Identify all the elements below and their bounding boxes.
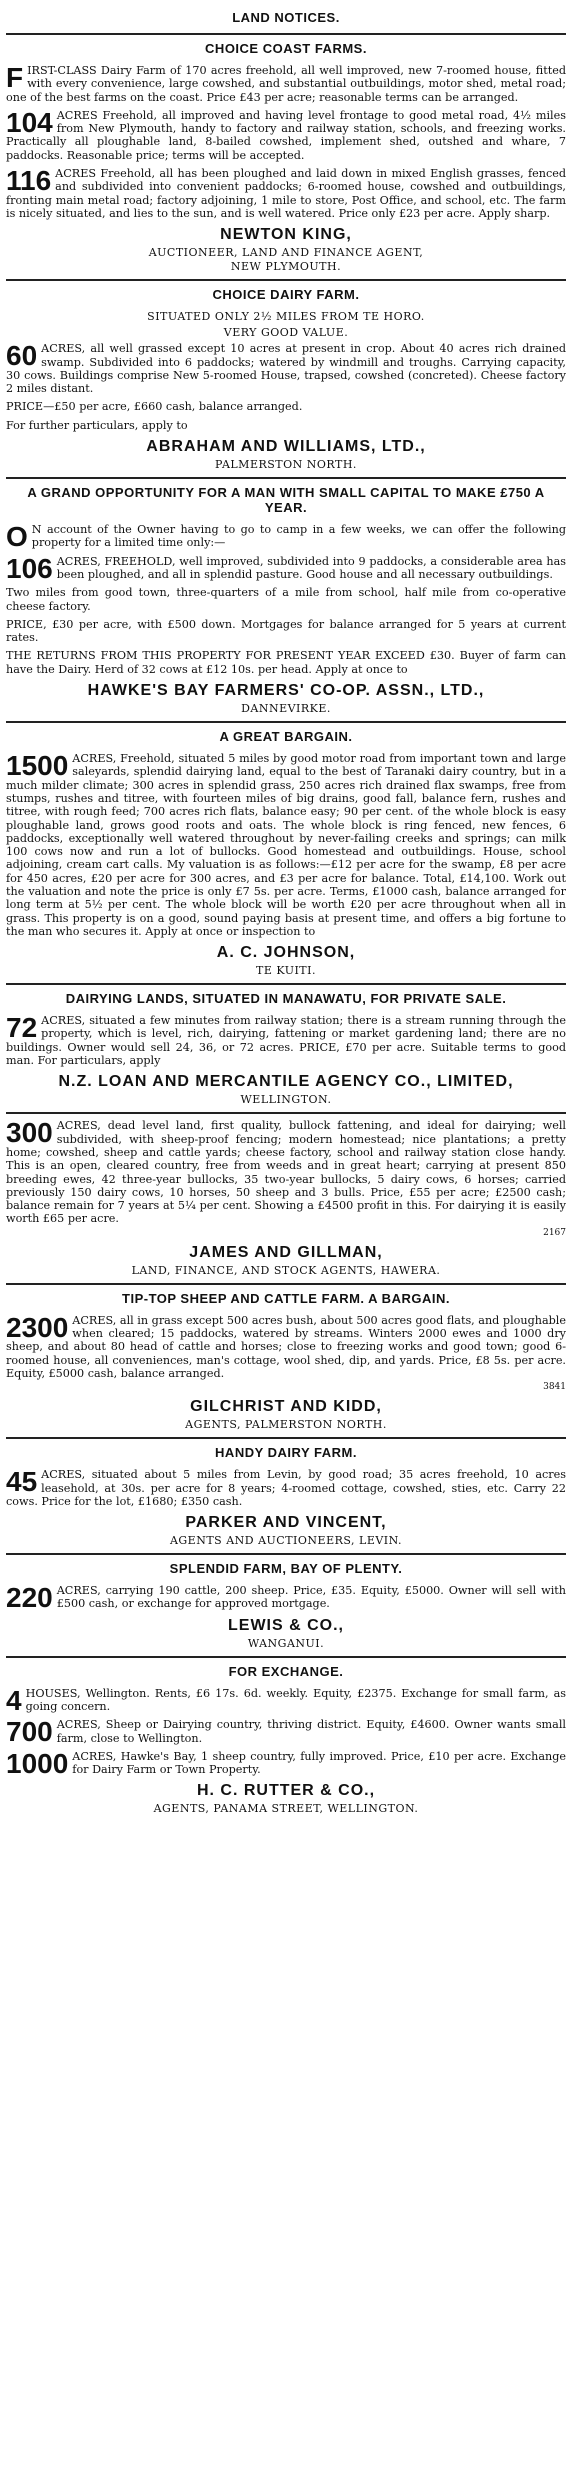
reference-number: 2167 [543, 1227, 566, 1238]
newspaper-page [6, 0, 566, 1815]
ad-paragraph [6, 1747, 566, 1779]
lead-figure: 300 [6, 1117, 53, 1149]
agent-address: AGENTS AND AUCTIONEERS, LEVIN. [169, 1534, 403, 1548]
ad-heading: FOR EXCHANGE. [228, 1663, 344, 1679]
paragraph-text: ACRES, FREEHOLD, well improved, subdivided into 9 paddocks, a considerable area has been ploughed, and all in splendid pasture. Good house and all necessary outbuildings. [56, 554, 566, 581]
agent-name: LEWIS & CO., [228, 1616, 344, 1634]
ad-paragraph [6, 1716, 566, 1748]
divider [6, 1283, 566, 1285]
advertisement [6, 1445, 566, 1547]
ad-heading: CHOICE DAIRY FARM. [212, 287, 360, 303]
agent-name: A. C. JOHNSON, [216, 944, 356, 962]
divider [6, 1656, 566, 1658]
agent-address: LAND, FINANCE, AND STOCK AGENTS, HAWERA. [131, 1263, 441, 1277]
ad-paragraph [6, 1014, 566, 1067]
paragraph-text: THE RETURNS FROM THIS PROPERTY FOR PRESENT YEAR EXCEED £30. Buyer of farm can have the Dairy. Herd of 32 cows at £12 10s. per head. Apply at once to [6, 649, 566, 676]
ad-paragraph [6, 752, 566, 938]
agent-name: H. C. RUTTER & CO., [196, 1782, 376, 1800]
divider [6, 33, 566, 35]
ad-heading: CHOICE COAST FARMS. [205, 41, 367, 56]
advertisement [6, 287, 566, 471]
divider [6, 1112, 566, 1114]
paragraph-text: ACRES, situated a few minutes from railway station; there is a stream running through the property, which is level, rich, dairying, fattening or market gardening land; there are no buildings. Owner would sell 24, 36, or 72 acres. PRICE, £70 per acre. Suitable terms to good man. For particulars, apply [6, 1014, 566, 1068]
ad-paragraph [6, 1468, 566, 1508]
lead-figure: 1000 [6, 1747, 69, 1779]
advertisement [6, 41, 566, 273]
lead-figure: 700 [6, 1716, 53, 1748]
ad-paragraph [6, 1582, 566, 1614]
ad-heading: HANDY DAIRY FARM. [215, 1445, 357, 1461]
paragraph-text: ACRES, all in grass except 500 acres bush, about 500 acres good flats, and ploughable when cleared; 15 paddocks, watered by streams. Winters 2000 ewes and 1000 dry sheep, and about 80 head of cattle and horses; close to freezing works and good town; good 6-roomed house, all conveniences, man's cottage, wool shed, dip, and yards. Price, £8 5s. per acre. Equity, £5000 cash, balance arranged. [6, 1313, 566, 1380]
paragraph-text: ACRES, Freehold, situated 5 miles by good motor road from important town and large saleyards, splendid dairying land, equal to the best of Taranaki dairy country, but in a much milder climate; 300 acres in splendid grass, 250 acres rich drained flax swamps, free from stumps, rushes and titree, with fourteen miles of big drains, good fall, balance fern, rushes and titree, with rough feed; 700 acres rich flats, balance easy; 90 per cent. of the whole block is easy ploughable land, grows good roots and oats. The whole block is ring fenced, new fences, 6 paddocks, exceptionally well watered throughout by never-failing creeks and springs; can milk 100 cows now and run a lot of bullocks. Good homestead and outbuildings. House, school adjoining, cream cart calls. My valuation is as follows:—£12 per acre for the swamp, £8 per acre for 450 acres, £20 per acre for 300 acres, and £3 per acre for balance. Total, £14,100. Work out the valuation and note the price is only £7 5s. per acre. Terms, £1000 cash, balance arranged for long term at 5½ per cent. The whole block will be worth £20 per acre throughout when all in grass. This property is on a good, sound paying basis at present time, and offers a big fortune to the man who secures it. Apply at once or inspection to [6, 752, 566, 938]
agent-name: ABRAHAM AND WILLIAMS, LTD., [146, 438, 426, 456]
agent-address: NEW PLYMOUTH. [230, 260, 342, 274]
page-title: LAND NOTICES. [232, 10, 340, 25]
ad-paragraph [6, 618, 566, 645]
divider [6, 1437, 566, 1439]
lead-figure: 116 [6, 165, 52, 197]
divider [6, 1553, 566, 1555]
lead-figure: 45 [6, 1466, 38, 1498]
advertisement [6, 485, 566, 715]
ad-paragraph [6, 1119, 566, 1225]
agent-name: JAMES AND GILLMAN, [189, 1243, 383, 1261]
paragraph-text: ACRES, dead level land, first quality, bullock fattening, and ideal for dairying; well subdivided, with sheep-proof fencing; modern homestead; nice plantations; a pretty home; cowshed, sheep and cattle yards; cheese factory, school and railway station close handy. This is an open, cleared country, free from weeds and in great heart; carrying at present 850 breeding ewes, 42 three-year bullocks, 35 two-year bullocks, 5 dairy cows, 6 horses; carried previously 150 dairy cows, 10 horses, 50 sheep and 3 bulls. Price, £55 per acre; £2500 cash; balance remain for 7 years at 5¼ per cent. Showing a £4500 profit in this. For dairying it is easily worth £65 per acre. [6, 1119, 566, 1226]
agent-name: NEWTON KING, [220, 226, 352, 244]
agent-name: PARKER AND VINCENT, [185, 1514, 387, 1532]
lead-figure: 104 [6, 106, 53, 138]
ad-heading: TIP-TOP SHEEP AND CATTLE FARM. A BARGAIN. [122, 1290, 450, 1306]
ad-paragraph [6, 64, 566, 104]
ad-paragraph [6, 586, 566, 613]
paragraph-text: ACRES, Sheep or Dairying country, thriving district. Equity, £4600. Owner wants small farm, close to Wellington. [56, 1718, 566, 1745]
ad-heading: A GRAND OPPORTUNITY FOR A MAN WITH SMALL CAPITAL TO MAKE £750 A YEAR. [27, 485, 545, 516]
paragraph-text: ACRES Freehold, all has been ploughed and laid down in mixed English grasses, fenced and subdivided into convenient paddocks; 6-roomed house, cowshed and outbuildings, fronting main metal road; factory adjoining, 1 mile to store, Post Office, and school, etc. The farm is nicely situated, and lies to the sun, and is well watered. Price only £23 per acre. Apply sharp. [6, 167, 566, 220]
ad-paragraph [6, 167, 566, 220]
agent-address: AGENTS, PANAMA STREET, WELLINGTON. [153, 1802, 419, 1816]
agent-address: PALMERSTON NORTH. [215, 458, 357, 472]
paragraph-text: PRICE, £30 per acre, with £500 down. Mortgages for balance arranged for 5 years at current rates. [6, 617, 566, 645]
agent-name: GILCHRIST AND KIDD, [190, 1398, 382, 1416]
lead-figure: F [6, 62, 24, 93]
ad-paragraph [6, 649, 566, 676]
lead-figure: 4 [6, 1684, 22, 1716]
reference-number: 3841 [543, 1382, 566, 1393]
ad-paragraph [6, 400, 566, 413]
advertisement [6, 1664, 566, 1816]
agent-name: HAWKE'S BAY FARMERS' CO-OP. ASSN., LTD., [87, 682, 485, 700]
ad-subtitle: SITUATED ONLY 2½ MILES FROM TE HORO. [147, 310, 425, 324]
paragraph-text: ACRES, carrying 190 cattle, 200 sheep. Price, £35. Equity, £5000. Owner will sell with £500 cash, or exchange for approved mortgage. [56, 1584, 566, 1611]
ad-paragraph [6, 342, 566, 395]
paragraph-text: ACRES, Hawke's Bay, 1 sheep country, fully improved. Price, £10 per acre. Exchange for Dairy Farm or Town Property. [72, 1749, 566, 1777]
ad-paragraph [6, 106, 566, 162]
divider [6, 721, 566, 723]
agent-address: TE KUITI. [256, 964, 316, 978]
lead-figure: 60 [6, 340, 38, 372]
paragraph-text: For further particulars, apply to [6, 418, 188, 432]
divider [6, 279, 566, 281]
lead-figure: 72 [6, 1012, 38, 1044]
paragraph-text: N account of the Owner having to go to camp in a few weeks, we can offer the following property for a limited time only:— [31, 523, 566, 550]
ad-heading: DAIRYING LANDS, SITUATED IN MANAWATU, FOR PRIVATE SALE. [65, 991, 507, 1007]
ad-paragraph [6, 552, 566, 584]
divider [6, 983, 566, 985]
ad-heading: SPLENDID FARM, BAY OF PLENTY. [169, 1561, 403, 1577]
lead-figure: 1500 [6, 750, 69, 782]
agent-address: DANNEVIRKE. [241, 702, 331, 716]
agent-address: WELLINGTON. [240, 1093, 332, 1107]
advertisement [6, 1291, 566, 1431]
agent-address: WANGANUI. [247, 1636, 325, 1650]
agent-address: AUCTIONEER, LAND AND FINANCE AGENT, [148, 246, 424, 260]
paragraph-text: ACRES, all well grassed except 10 acres at present in crop. About 40 acres rich drained swamp. Subdivided into 6 paddocks; watered by windmill and troughs. Carrying capacity, 30 cows. Buildings comprise New 5-roomed House, trapsed, cowshed (concreted). Cheese factory 2 miles distant. [6, 342, 566, 396]
paragraph-text: ACRES Freehold, all improved and having level frontage to good metal road, 4½ miles from New Plymouth, handy to factory and railway station, schools, and freezing works. Practically all ploughable land, 8-bailed cowshed, implement shed, outshed and whare, 7 paddocks. Reasonable price; terms will be accepted. [6, 108, 566, 162]
ad-paragraph [6, 419, 566, 432]
lead-figure: 2300 [6, 1311, 69, 1343]
ad-heading: A GREAT BARGAIN. [219, 729, 353, 745]
ad-subtitle: VERY GOOD VALUE. [223, 326, 349, 340]
agent-address: AGENTS, PALMERSTON NORTH. [185, 1418, 387, 1432]
paragraph-text: IRST-CLASS Dairy Farm of 170 acres freehold, all well improved, new 7-roomed house, fitted with every convenience, large cowshed, and substantial outbuildings, motor shed, metal road; one of the best farms on the coast. Price £43 per acre; reasonable terms can be arranged. [6, 64, 566, 104]
paragraph-text: PRICE—£50 per acre, £660 cash, balance arranged. [6, 400, 303, 414]
divider [6, 477, 566, 479]
advertisement [6, 1119, 566, 1276]
lead-figure: 106 [6, 552, 53, 584]
agent-name: N.Z. LOAN AND MERCANTILE AGENCY CO., LIMITED, [58, 1073, 514, 1091]
advertisements [6, 41, 566, 1815]
advertisement [6, 1561, 566, 1650]
lead-figure: 220 [6, 1582, 53, 1614]
ad-paragraph [6, 1684, 566, 1716]
paragraph-text: HOUSES, Wellington. Rents, £6 17s. 6d. weekly. Equity, £2375. Exchange for small farm, as going concern. [25, 1686, 566, 1713]
advertisement [6, 991, 566, 1106]
ad-paragraph [6, 1311, 566, 1380]
lead-figure: O [6, 521, 28, 553]
paragraph-text: ACRES, situated about 5 miles from Levin, by good road; 35 acres freehold, 10 acres leasehold, at 30s. per acre for 8 years; 4-roomed cottage, cowshed, sties, etc. Carry 22 cows. Price for the lot, £1680; £350 cash. [6, 1468, 566, 1508]
ad-paragraph [6, 521, 566, 553]
paragraph-text: Two miles from good town, three-quarters of a mile from school, half mile from co-operative cheese factory. [6, 586, 566, 613]
advertisement [6, 729, 566, 977]
